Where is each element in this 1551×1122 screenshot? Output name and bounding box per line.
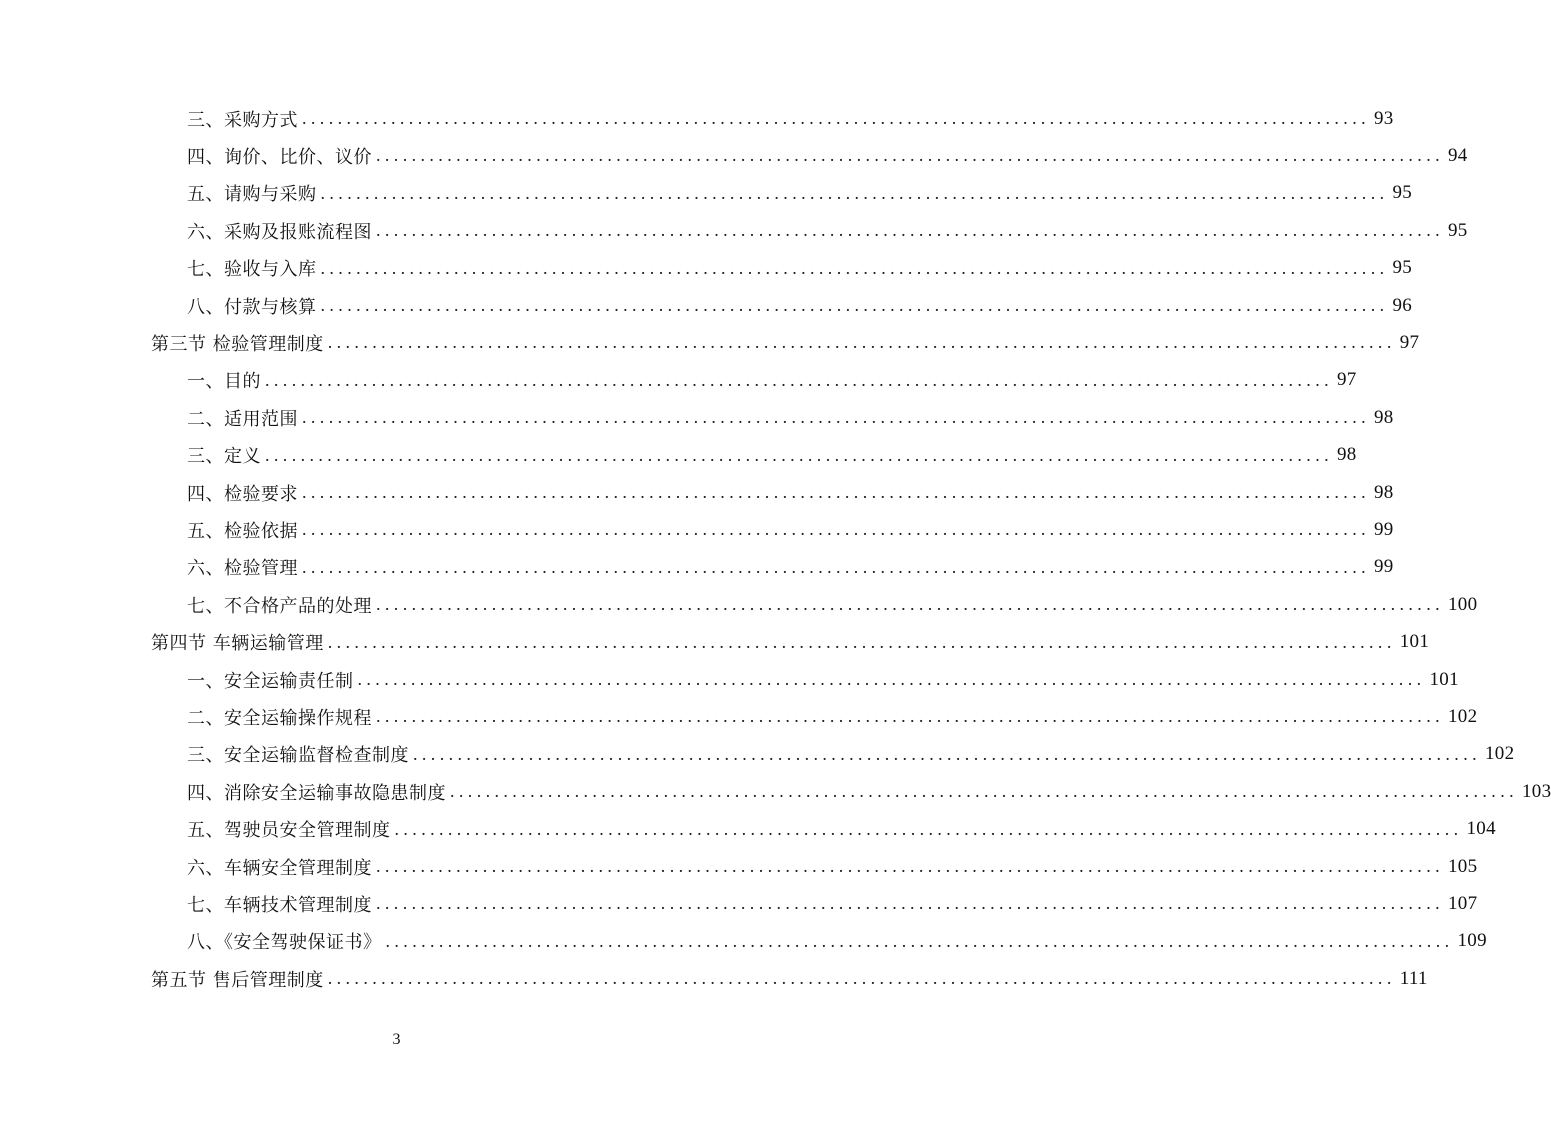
toc-page-number: 102 [1485, 743, 1515, 765]
toc-entry-title: 第四节 车辆运输管理 [151, 633, 324, 655]
toc-entry-title: 七、不合格产品的处理 [187, 595, 372, 617]
dot-leader: ........................................................................................................................ [376, 893, 1444, 914]
toc-entry-title: 第三节 检验管理制度 [151, 333, 324, 355]
toc-entry-title: 七、车辆技术管理制度 [187, 894, 372, 916]
toc-section-row[interactable] [151, 960, 1428, 997]
toc-entry-title: 二、适用范围 [187, 408, 298, 430]
toc-page-number: 98 [1374, 481, 1394, 503]
toc-page-number: 103 [1522, 780, 1551, 802]
toc-entry-title: 三、采购方式 [187, 109, 298, 131]
toc-entry-title: 三、定义 [187, 446, 261, 468]
toc-page-number: 95 [1392, 182, 1413, 204]
toc-item-row[interactable] [187, 848, 1478, 885]
dot-leader: ........................................................................................................................ [413, 743, 1481, 764]
toc-entry-title: 五、检验依据 [187, 520, 298, 542]
toc-page-number: 99 [1374, 556, 1394, 578]
toc-page-number: 95 [1448, 219, 1468, 241]
dot-leader: ........................................................................................................................ [450, 781, 1518, 802]
toc-entry-title: 三、安全运输监督检查制度 [187, 745, 409, 767]
toc-page-number: 95 [1392, 257, 1413, 279]
toc-page-number: 102 [1448, 705, 1478, 727]
toc-item-row[interactable] [187, 586, 1478, 623]
dot-leader: ........................................................................................................................ [376, 856, 1444, 876]
toc-page-number: 105 [1448, 855, 1478, 877]
toc-item-row[interactable] [187, 885, 1478, 922]
toc-page-number: 97 [1399, 331, 1420, 353]
toc-item-row[interactable] [187, 362, 1357, 399]
toc-entry-title: 四、消除安全运输事故隐患制度 [187, 782, 446, 804]
dot-leader: ........................................................................................................................ [320, 257, 1389, 278]
toc-page-number: 99 [1374, 518, 1394, 540]
toc-entry-title: 一、目的 [187, 371, 261, 393]
toc-entry-title: 六、采购及报账流程图 [187, 221, 372, 243]
toc-entry-title: 六、车辆安全管理制度 [187, 857, 372, 879]
dot-leader: ........................................................................................................................ [302, 482, 1370, 502]
toc-page-number: 96 [1392, 294, 1413, 316]
toc-item-row[interactable] [187, 698, 1478, 735]
toc-page-number: 101 [1429, 668, 1459, 690]
dot-leader: ........................................................................................................................ [320, 295, 1389, 315]
toc-entry-title: 七、验收与入库 [187, 259, 317, 281]
dot-leader: ........................................................................................................................ [394, 818, 1463, 839]
toc-section-row[interactable] [151, 624, 1430, 661]
toc-item-row[interactable] [187, 549, 1394, 586]
toc-entry-title: 四、询价、比价、议价 [187, 146, 372, 168]
dot-leader: ........................................................................................................................ [376, 145, 1444, 166]
toc-item-row[interactable] [187, 773, 1551, 810]
dot-leader: ........................................................................................................................ [302, 108, 1370, 128]
toc-item-row[interactable] [187, 175, 1413, 212]
toc-page-number: 100 [1448, 593, 1478, 615]
toc-entry-title: 五、驾驶员安全管理制度 [187, 820, 391, 842]
toc-entry-title: 一、安全运输责任制 [187, 670, 354, 692]
toc-page-number: 98 [1337, 444, 1357, 466]
toc-item-row[interactable] [187, 437, 1357, 474]
toc-item-row[interactable] [187, 399, 1394, 436]
toc-entry-title: 八、《安全驾驶保证书》 [187, 932, 382, 954]
toc-page-number: 111 [1399, 967, 1428, 989]
toc-item-row[interactable] [187, 287, 1413, 324]
toc-item-row[interactable] [187, 100, 1394, 137]
dot-leader: ........................................................................................................................ [320, 182, 1389, 203]
toc-section-row[interactable] [151, 324, 1420, 361]
dot-leader: ........................................................................................................................ [376, 706, 1444, 727]
dot-leader: ........................................................................................................................ [357, 669, 1426, 689]
toc-entry-title: 六、检验管理 [187, 558, 298, 580]
toc-page-number: 97 [1337, 369, 1357, 391]
dot-leader: ........................................................................................................................ [302, 519, 1370, 540]
toc-page-number: 93 [1374, 107, 1394, 129]
dot-leader: ........................................................................................................................ [265, 444, 1333, 465]
dot-leader: ........................................................................................................................ [302, 407, 1370, 428]
toc-entry-title: 八、付款与核算 [187, 296, 317, 318]
toc-entry-title: 五、请购与采购 [187, 184, 317, 206]
toc-item-row[interactable] [187, 137, 1468, 174]
toc-page-number: 101 [1399, 631, 1430, 653]
toc-item-row[interactable] [187, 474, 1394, 511]
dot-leader: ........................................................................................................................ [265, 369, 1333, 390]
toc-entry-title: 四、检验要求 [187, 483, 298, 505]
toc-page-number: 94 [1448, 144, 1468, 166]
toc-page-number: 107 [1448, 892, 1478, 914]
toc-page-number: 98 [1374, 406, 1394, 428]
dot-leader: ........................................................................................................................ [385, 930, 1454, 951]
toc-entry-title: 第五节 售后管理制度 [151, 969, 324, 991]
toc-page-number: 109 [1457, 930, 1487, 952]
toc-item-row[interactable] [187, 923, 1487, 960]
dot-leader: ........................................................................................................................ [327, 631, 1396, 652]
toc-item-row[interactable] [187, 736, 1515, 773]
dot-leader: ........................................................................................................................ [376, 220, 1444, 241]
dot-leader: ........................................................................................................................ [327, 968, 1396, 989]
toc-item-row[interactable] [187, 811, 1496, 848]
toc-item-row[interactable] [187, 661, 1459, 698]
dot-leader: ........................................................................................................................ [327, 332, 1396, 353]
toc-item-row[interactable] [187, 250, 1413, 287]
toc-entry-title: 二、安全运输操作规程 [187, 707, 372, 729]
toc-item-row[interactable] [187, 212, 1468, 249]
dot-leader: ........................................................................................................................ [302, 556, 1370, 577]
page-number: 3 [392, 1031, 401, 1048]
dot-leader: ........................................................................................................................ [376, 594, 1444, 615]
toc-page-number: 104 [1466, 818, 1496, 840]
toc-item-row[interactable] [187, 511, 1394, 548]
